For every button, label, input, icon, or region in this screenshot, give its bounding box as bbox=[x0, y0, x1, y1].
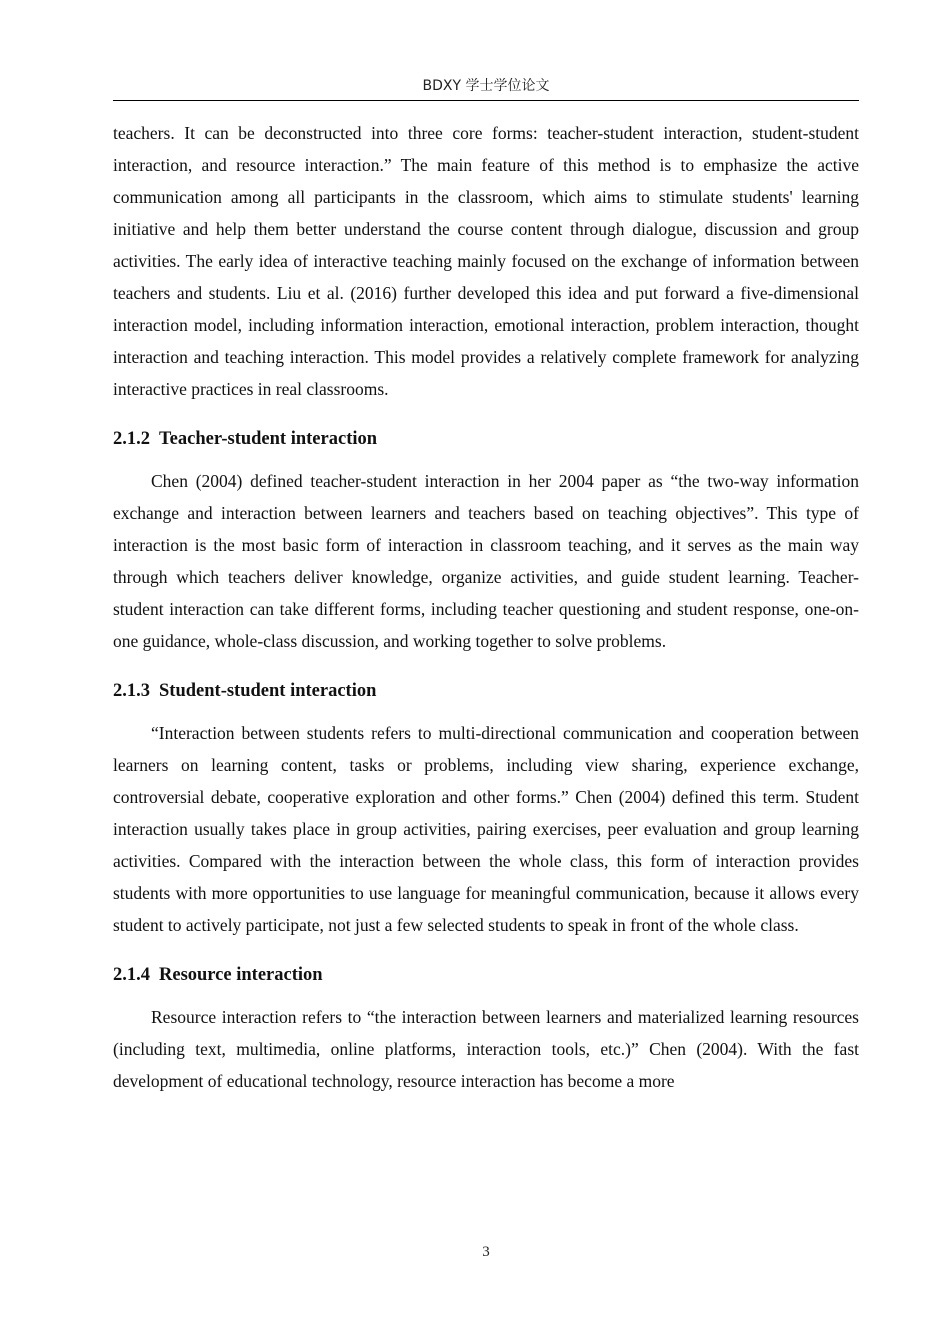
section-heading-2-1-4 bbox=[113, 961, 859, 989]
header-rule bbox=[113, 100, 859, 101]
section-title: Teacher-student interaction bbox=[159, 429, 378, 449]
running-header: BDXY 学士学位论文 bbox=[422, 78, 550, 94]
section-title: Resource interaction bbox=[159, 965, 323, 985]
resource-paragraph: Resource interaction refers to “the interaction between learners and materialized learning resources (including text, multimedia, online platforms, interaction tools, etc.)” Chen (2004). With the fast development of educational technology, resource interaction has become a more bbox=[113, 1007, 859, 1091]
student-student-paragraph: “Interaction between students refers to multi-directional communication and cooperation between learners on learning content, tasks or problems, including view sharing, experience exchange, controversial debate, cooperative exploration and other forms.” Chen (2004) defined this term. Student interaction usually takes place in group activities, pairing exercises, peer evaluation and group learning activities. Compared with the interaction between the whole class, this form of interaction provides students with more opportunities to use language for meaningful communication, because it allows every student to actively participate, not just a few selected students to speak in front of the whole class. bbox=[113, 723, 859, 935]
section-heading-2-1-3 bbox=[113, 677, 859, 705]
section-title: Student-student interaction bbox=[159, 681, 377, 701]
section-number: 2.1.3 bbox=[113, 681, 150, 701]
section-number: 2.1.2 bbox=[113, 429, 150, 449]
teacher-student-paragraph: Chen (2004) defined teacher-student interaction in her 2004 paper as “the two-way information exchange and interaction between learners and teachers based on teaching objectives”. This type of interaction is the most basic form of interaction in classroom teaching, and it serves as the main way through which teachers deliver knowledge, organize activities, and guide student learning. Teacher-student interaction can take different forms, including teacher questioning and student response, one-on-one guidance, whole-class discussion, and working together to solve problems. bbox=[113, 471, 859, 651]
section-number: 2.1.4 bbox=[113, 965, 150, 985]
section-heading-2-1-2 bbox=[113, 425, 859, 453]
page-number: 3 bbox=[482, 1244, 490, 1260]
intro-paragraph: teachers. It can be deconstructed into three core forms: teacher-student interaction, student-student interaction, and resource interaction.” The main feature of this method is to emphasize the active communication among all participants in the classroom, which aims to stimulate students' learning initiative and help them better understand the course content through dialogue, discussion and group activities. The early idea of interactive teaching mainly focused on the exchange of information between teachers and students. Liu et al. (2016) further developed this idea and put forward a five-dimensional interaction model, including information interaction, emotional interaction, problem interaction, thought interaction and teaching interaction. This model provides a relatively complete framework for analyzing interactive practices in real classrooms. bbox=[113, 123, 859, 399]
document-body bbox=[113, 117, 859, 1097]
